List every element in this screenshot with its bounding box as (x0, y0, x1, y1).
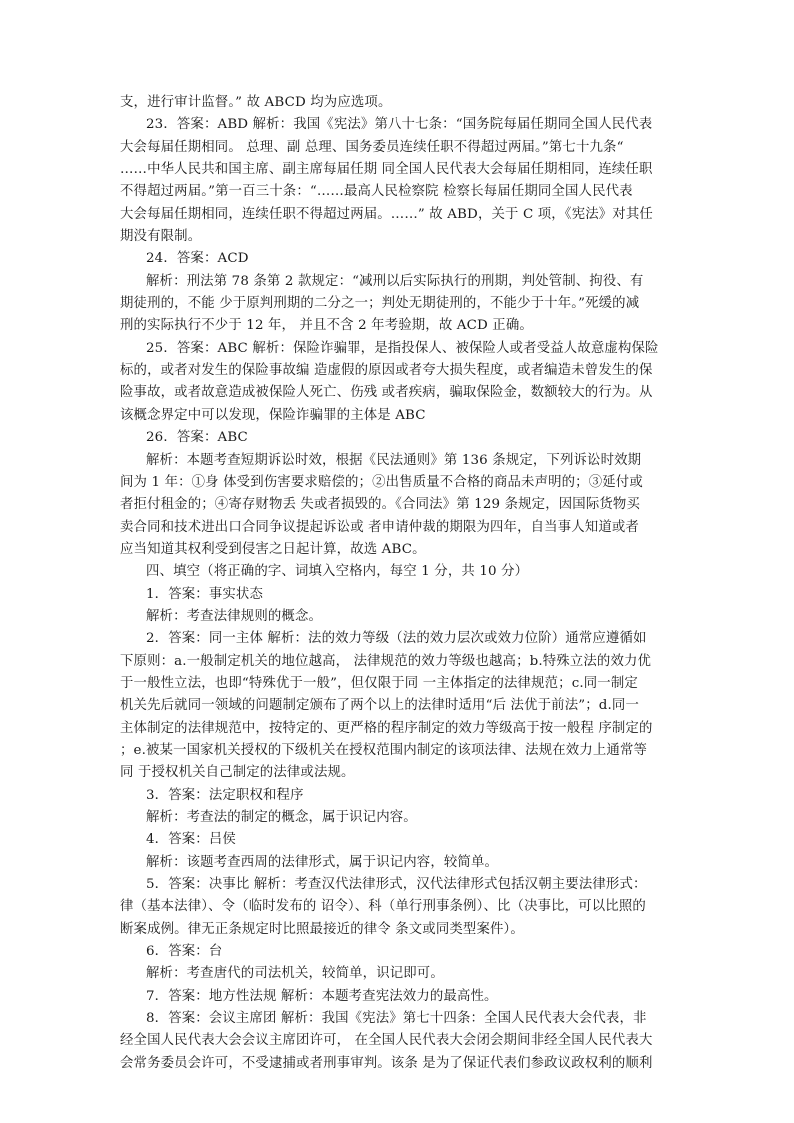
text-line: 间为 1 年：①身 体受到伤害要求赔偿的；②出售质量不合格的商品未声明的；③延付或 (120, 474, 643, 490)
text-line: 不得超过两届。”第一百三十条：“……最高人民检察院 检察长每届任期同全国人民代表 (120, 184, 633, 200)
text-line: 应当知道其权利受到侵害之日起计算，故选 ABC。 (120, 541, 426, 557)
text-line: 24．答案：ACD (146, 251, 249, 267)
text-line: 同 于授权机关自己制定的法律或法规。 (120, 765, 355, 781)
text-line: 6．答案：台 (146, 944, 223, 960)
text-line: 26．答案：ABC (146, 430, 248, 446)
text-line: 机关先后就同一领域的问题制定颁布了两个以上的法律时适用“后 法优于前法”；d.同一 (120, 698, 639, 714)
text-line: 卖合同和技术进出口合同争议提起诉讼或 者申请仲裁的期限为四年，自当事人知道或者 (120, 519, 639, 535)
text-line: 25．答案：ABC 解析：保险诈骗罪，是指投保人、被保险人或者受益人故意虚构保险 (146, 340, 659, 356)
text-line: 主体制定的法律规范中，按特定的、更严格的程序制定的效力等级高于按一般程 序制定的 (120, 720, 653, 736)
text-line: ；e.被某一国家机关授权的下级机关在授权范围内制定的该项法律、法规在效力上通常等 (120, 742, 648, 758)
text-line: 期徒刑的，不能 少于原判刑期的二分之一；判处无期徒刑的，不能少于十年。”死缓的减 (120, 296, 640, 312)
text-line: 2．答案：同一主体 解析：法的效力等级（法的效力层次或效力位阶）通常应遵循如 (146, 631, 647, 647)
text-line: 解析：考查唐代的司法机关，较简单，识记即可。 (146, 966, 444, 982)
text-line: 支，进行审计监督。” 故 ABCD 均为应选项。 (120, 95, 392, 110)
text-line: 会常务委员会许可，不受逮捕或者刑事审判。该条 是为了保证代表们参政议政权利的顺利 (120, 1055, 653, 1071)
text-line: 23．答案：ABD 解析：我国《宪法》第八十七条：“国务院每届任期同全国人民代表 (146, 117, 653, 133)
text-line: 5．答案：决事比 解析：考查汉代法律形式，汉代法律形式包括汉朝主要法律形式： (146, 877, 647, 893)
text-line: 险事故，或者故意造成被保险人死亡、伤残 或者疾病，骗取保险金，数额较大的行为。从 (120, 385, 653, 401)
text-line: 刑的实际执行不少于 12 年， 并且不含 2 年考验期，故 ACD 正确。 (120, 318, 533, 334)
text-line: 下原则：a.一般制定机关的地位越高， 法律规范的效力等级也越高；b.特殊立法的效力优 (120, 653, 652, 669)
text-line: 断案成例。律无正条规定时比照最接近的律令 条文或同类型案件）。 (120, 921, 524, 937)
text-line: 解析：刑法第 78 条第 2 款规定：“减刑以后实际执行的刑期，判处管制、拘役、有 (146, 273, 644, 289)
text-line: 解析：本题考查短期诉讼时效，根据《民法通则》第 136 条规定，下列诉讼时效期 (146, 452, 642, 468)
text-line: 8．答案：会议主席团 解析：我国《宪法》第七十四条：全国人民代表大会代表，非 (146, 1011, 647, 1027)
text-line: 4．答案：吕侯 (146, 832, 236, 848)
text-line: 1．答案：事实状态 (146, 586, 263, 602)
text-line: 标的，或者对发生的保险事故编 造虚假的原因或者夸大损失程度，或者编造未曾发生的保 (120, 363, 653, 379)
text-line: 该概念界定中可以发现，保险诈骗罪的主体是 ABC (120, 407, 426, 423)
text-line: 经全国人民代表大会会议主席团许可， 在全国人民代表大会闭会期间非经全国人民代表大 (120, 1033, 653, 1049)
text-line: 期没有限制。 (120, 229, 202, 245)
text-line: ……中华人民共和国主席、副主席每届任期 同全国人民代表大会每届任期相同，连续任职 (120, 162, 653, 178)
text-line: 解析：该题考查西周的法律形式，属于识记内容，较简单。 (146, 854, 499, 870)
text-line: 于一般性立法，也即“特殊优于一般”，但仅限于同 一主体指定的法律规范；c.同一制定 (120, 675, 638, 691)
text-line: 大会每届任期相同，连续任职不得超过两届。……” 故 ABD，关于 C 项，《宪法》对其任 (120, 206, 653, 222)
text-line: 7．答案：地方性法规 解析：本题考查宪法效力的最高性。 (146, 988, 498, 1004)
text-line: 者拒付租金的；④寄存财物丢 失或者损毁的。《合同法》第 129 条规定，因国际货物买 (120, 497, 640, 513)
text-line: 四、填空（将正确的字、词填入空格内，每空 1 分，共 10 分） (146, 564, 529, 580)
text-line: 律（基本法律）、令（临时发布的 诏令）、科（单行刑事条例）、比（决事比，可以比照的 (120, 899, 646, 915)
text-line: 大会每届任期相同。 总理、副 总理、国务委员连续任职不得超过两届。”第七十九条“ (120, 139, 624, 155)
document-page (120, 92, 678, 1075)
text-line: 3．答案：法定职权和程序 (146, 787, 304, 803)
text-line: 解析：考查法的制定的概念，属于识记内容。 (146, 810, 417, 825)
text-line: 解析：考查法律规则的概念。 (146, 608, 323, 624)
